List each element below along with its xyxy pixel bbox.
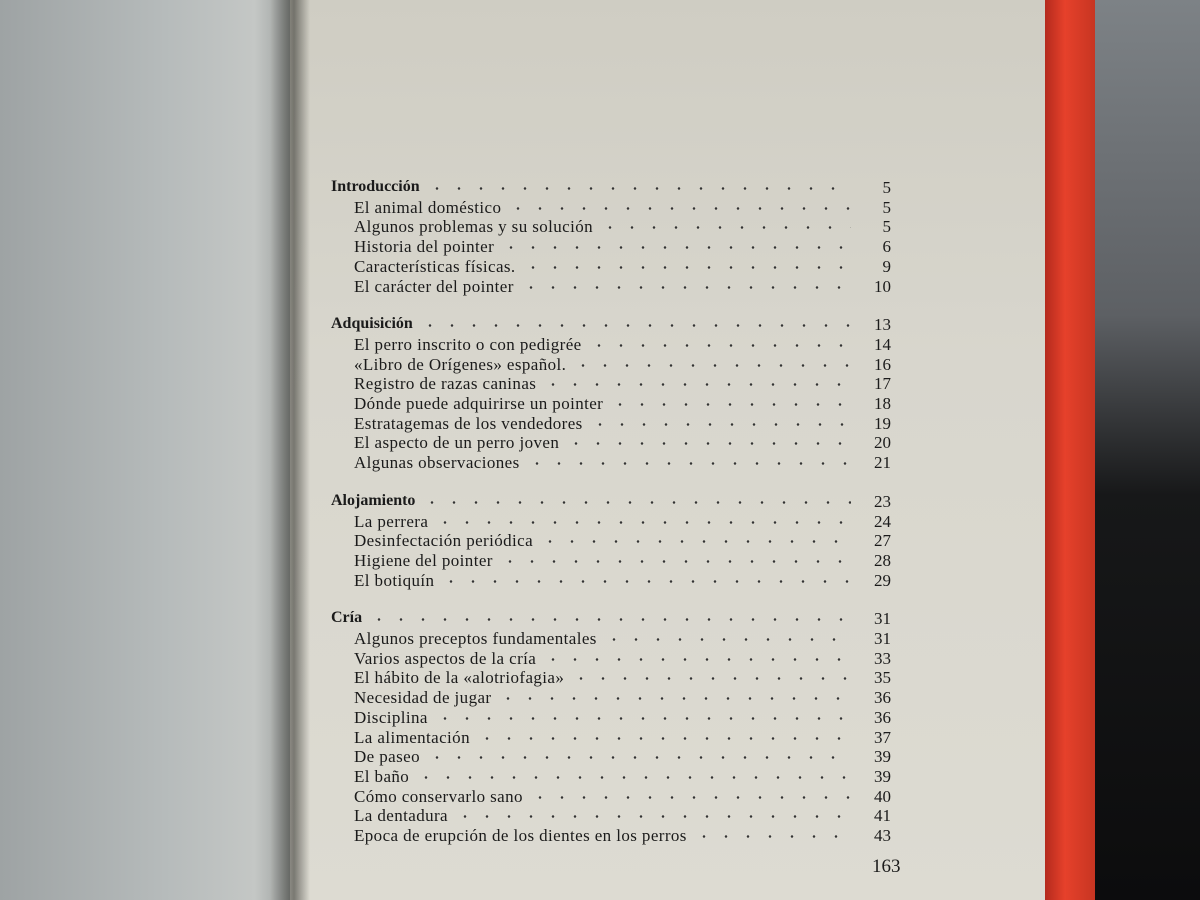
dot-leader — [520, 286, 851, 289]
toc-page-number: 39 — [874, 747, 891, 767]
toc-page-number: 10 — [874, 276, 891, 296]
left-page — [0, 0, 300, 900]
toc-entry — [326, 649, 891, 671]
toc-page-number: 20 — [874, 433, 891, 453]
toc-entry — [326, 237, 891, 259]
toc-entry — [326, 668, 891, 690]
dot-leader — [570, 677, 851, 680]
toc-entry-title: Higiene del pointer — [354, 550, 493, 570]
dot-leader — [529, 796, 851, 799]
toc-page-number: 29 — [874, 570, 891, 590]
toc-entry — [326, 767, 891, 789]
toc-entry-title: Disciplina — [354, 707, 428, 727]
toc-page-number: 5 — [882, 197, 891, 217]
toc-entry — [326, 728, 891, 750]
toc-entry-title: La perrera — [354, 511, 429, 531]
toc-page-number: 24 — [874, 511, 891, 531]
page-number: 163 — [872, 856, 901, 877]
toc-page-number: 21 — [874, 453, 891, 473]
dot-leader — [434, 521, 851, 524]
toc-entry-title: Necesidad de jugar — [354, 688, 492, 708]
dot-leader — [542, 383, 851, 386]
toc-section — [326, 178, 891, 200]
toc-entry — [326, 629, 891, 651]
toc-entry-title: El botiquín — [354, 570, 435, 590]
dot-leader — [426, 187, 851, 190]
toc-page-number: 17 — [874, 374, 891, 394]
toc-page-number: 13 — [874, 315, 891, 335]
toc-entry-title: «Libro de Orígenes» español. — [354, 354, 567, 374]
dot-leader — [500, 246, 851, 249]
toc-entry-title: Varios aspectos de la cría — [354, 648, 537, 668]
toc-entry-title: El aspecto de un perro joven — [354, 433, 560, 453]
toc-entry — [326, 355, 891, 377]
dot-leader — [426, 756, 851, 759]
toc-entry — [326, 257, 891, 279]
toc-page-number: 6 — [882, 237, 891, 257]
toc-page-number: 16 — [874, 354, 891, 374]
toc-entry-title: El hábito de la «alotriofagia» — [354, 668, 565, 688]
toc-page-number: 36 — [874, 707, 891, 727]
toc-page-number: 39 — [874, 766, 891, 786]
toc-entry — [326, 335, 891, 357]
toc-entry — [326, 708, 891, 730]
toc-page-number: 19 — [874, 413, 891, 433]
dot-leader — [572, 364, 851, 367]
dot-leader — [440, 580, 851, 583]
toc-page-number: 36 — [874, 688, 891, 708]
toc-page-number: 14 — [874, 334, 891, 354]
toc-entry-title: El animal doméstico — [354, 197, 502, 217]
dot-leader — [368, 618, 851, 621]
dot-leader — [693, 835, 851, 838]
toc-entry — [326, 806, 891, 828]
toc-entry — [326, 414, 891, 436]
toc-entry — [326, 217, 891, 239]
dot-leader — [565, 442, 851, 445]
toc-entry-title: Registro de razas caninas — [354, 374, 537, 394]
toc-entry — [326, 688, 891, 710]
toc-entry-title: Dónde puede adquirirse un pointer — [354, 394, 604, 413]
toc-section-title: Alojamiento — [331, 491, 416, 509]
toc-entry — [326, 571, 891, 593]
toc-entry — [326, 433, 891, 455]
dot-leader — [522, 266, 851, 269]
dot-leader — [419, 324, 851, 327]
toc-page-number: 9 — [882, 256, 891, 276]
toc-page-number: 41 — [874, 806, 891, 826]
toc-entry — [326, 747, 891, 769]
background-surface — [1095, 0, 1200, 900]
toc-entry — [326, 394, 891, 416]
toc-entry-title: Estratagemas de los vendedores — [354, 413, 583, 433]
toc-entry-title: La dentadura — [354, 806, 449, 826]
book-gutter — [270, 0, 310, 900]
toc-entry-title: Historia del pointer — [354, 237, 495, 257]
toc-page-number: 40 — [874, 786, 891, 806]
toc-entry-title: El carácter del pointer — [354, 276, 514, 296]
toc-entry-title: La alimentación — [354, 727, 470, 747]
toc-page-number: 43 — [874, 826, 891, 845]
dot-leader — [589, 423, 851, 426]
toc-page-number: 35 — [874, 668, 891, 688]
toc-page-number: 37 — [874, 727, 891, 747]
toc-entry-title: El baño — [354, 766, 410, 786]
toc-entry-title: Epoca de erupción de los dientes en los perros — [354, 826, 687, 845]
dot-leader — [588, 344, 851, 347]
toc-entry — [326, 512, 891, 534]
dot-leader — [609, 403, 851, 406]
dot-leader — [476, 737, 851, 740]
toc-entry — [326, 198, 891, 220]
toc-entry-title: El perro inscrito o con pedigrée — [354, 334, 582, 354]
toc-entry — [326, 277, 891, 299]
toc-page-number: 33 — [874, 648, 891, 668]
toc-section-title: Introducción — [331, 178, 420, 195]
dot-leader — [499, 560, 851, 563]
dot-leader — [434, 717, 851, 720]
toc-entry — [326, 453, 891, 475]
toc-section — [326, 315, 891, 337]
toc-page-number: 31 — [874, 609, 891, 629]
toc-entry-title: Características físicas. — [354, 256, 516, 276]
toc-entry-title: Algunas observaciones — [354, 453, 520, 473]
toc-section-title: Cría — [331, 609, 363, 627]
dot-leader — [454, 815, 851, 818]
toc-section-title: Adquisición — [331, 315, 413, 333]
toc-entry — [326, 826, 891, 848]
toc-entry-title: Algunos problemas y su solución — [354, 217, 594, 237]
toc-entry — [326, 531, 891, 553]
toc-page-number: 23 — [874, 491, 891, 511]
dot-leader — [421, 501, 851, 504]
dot-leader — [603, 638, 851, 641]
dot-leader — [539, 540, 851, 543]
book-cover-edge — [1045, 0, 1095, 900]
toc-entry — [326, 787, 891, 809]
toc-page-number: 27 — [874, 531, 891, 551]
toc-page-number: 31 — [874, 629, 891, 648]
toc-section — [326, 609, 891, 631]
toc-entry — [326, 551, 891, 573]
dot-leader — [599, 226, 851, 229]
toc-page-number: 28 — [874, 550, 891, 570]
toc-entry-title: Desinfectación periódica — [354, 531, 534, 551]
toc-entry — [326, 374, 891, 396]
toc-page-number: 18 — [874, 394, 891, 413]
toc-page-number: 5 — [882, 217, 891, 237]
dot-leader — [526, 462, 851, 465]
dot-leader — [415, 776, 851, 779]
toc-entry-title: Algunos preceptos fundamentales — [354, 629, 597, 648]
dot-leader — [542, 658, 851, 661]
toc-entry-title: De paseo — [354, 747, 420, 767]
toc-section — [326, 492, 891, 514]
dot-leader — [497, 697, 851, 700]
toc-page-number: 5 — [882, 178, 891, 197]
dot-leader — [507, 207, 851, 210]
toc-entry-title: Cómo conservarlo sano — [354, 786, 523, 806]
